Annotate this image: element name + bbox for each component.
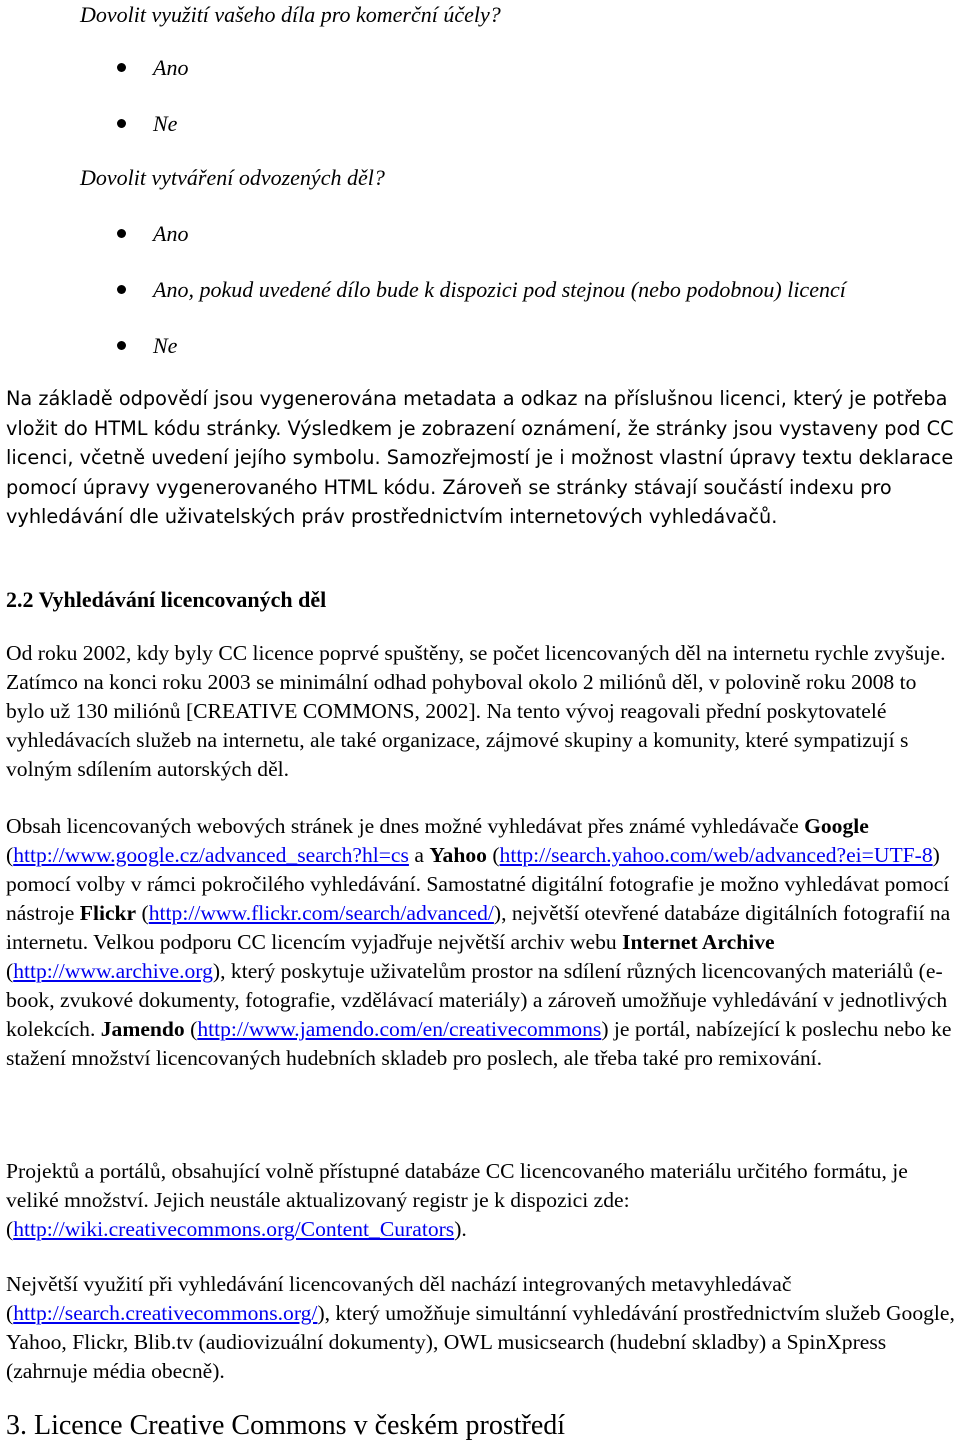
flickr-link[interactable]: http://www.flickr.com/search/advanced/	[148, 901, 494, 925]
google-label: Google	[804, 814, 869, 838]
yahoo-label: Yahoo	[429, 843, 487, 867]
chapter-heading: 3. Licence Creative Commons v českém prostředí	[6, 1410, 566, 1441]
cc-search-link[interactable]: http://search.creativecommons.org/	[13, 1301, 318, 1325]
option-label: Ano	[153, 55, 189, 80]
jamendo-link[interactable]: http://www.jamendo.com/en/creativecommons	[197, 1017, 602, 1041]
flickr-label: Flickr	[79, 901, 137, 925]
option-label: Ano, pokud uvedené dílo bude k dispozici pod stejnou (nebo podobnou) licencí	[153, 277, 846, 302]
paragraph-metadata: Na základě odpovědí jsou vygenerována metadata a odkaz na příslušnou licenci, který je potřeba vložit do HTML kódu stránky. Výsledkem je zobrazení oznámení, že stránky jsou vystaveny pod CC licenci, včetně uvedení jejího symbolu. Samozřejmostí je i možnost vlastní úpravy textu deklarace pomocí úpravy vygenerovaného HTML kódu. Zároveň se stránky stávají součástí indexu pro vyhledávání dle uživatelských práv prostřednictvím internetových vyhledávačů.	[6, 387, 954, 528]
archive-link[interactable]: http://www.archive.org	[13, 959, 213, 983]
google-link[interactable]: http://www.google.cz/advanced_search?hl=cs	[13, 843, 409, 867]
section-heading: 2.2 Vyhledávání licencovaných děl	[6, 587, 327, 612]
content-curators-link[interactable]: http://wiki.creativecommons.org/Content_Curators	[13, 1217, 455, 1241]
option-label: Ano	[153, 221, 189, 246]
question-commercial-use: Dovolit využití vašeho díla pro komerční účely?	[80, 2, 501, 27]
paragraph-projects: Projektů a portálů, obsahující volně přístupné databáze CC licencovaného materiálu určitého formátu, je veliké množství. Jejich neustále aktualizovaný registr je k dispozici zde: (http://wiki.creativecommons.org/Content_Curators).	[6, 1159, 908, 1241]
paragraph-search-engines: Obsah licencovaných webových stránek je dnes možné vyhledávat přes známé vyhledávače Google (http://www.google.cz/advanced_search?hl=cs a Yahoo (http://search.yahoo.com/web/advanced?ei=UTF-8) pomocí volby v rámci pokročilého vyhledávání. Samostatné digitální fotografie je možno vyhledávat pomocí nástroje Flickr (http://www.flickr.com/search/advanced/), největší otevřené databáze digitálních fotografií na internetu. Velkou podporu CC licencím vyjadřuje největší archiv webu Internet Archive (http://www.archive.org), který poskytuje uživatelům prostor na sdílení různých licencovaných materiálů (e-book, zvukové dokumenty, fotografie, vzdělávací materiály) a zároveň umožňuje vyhledávání v jednotlivých kolekcích. Jamendo (http://www.jamendo.com/en/creativecommons) je portál, nabízející k poslechu nebo ke stažení množství licencovaných hudebních skladeb pro poslech, ale třeba také pro remixování.	[6, 814, 952, 1070]
bullet-icon	[117, 285, 126, 294]
option-label: Ne	[153, 111, 178, 136]
bullet-icon	[117, 119, 126, 128]
bullet-icon	[117, 63, 126, 72]
question-derivative-works: Dovolit vytváření odvozených děl?	[80, 165, 385, 190]
paragraph-history: Od roku 2002, kdy byly CC licence poprvé spuštěny, se počet licencovaných děl na internetu rychle zvyšuje. Zatímco na konci roku 2003 se minimální odhad pohyboval okolo 2 miliónů děl, v polovině roku 2008 to bylo už 130 miliónů [CREATIVE COMMONS, 2002]. Na tento vývoj reagovali přední poskytovatelé vyhledávacích služeb na internetu, ale také organizace, zájmové skupiny a komunity, které sympatizují s volným sdílením autorských děl.	[6, 641, 946, 781]
jamendo-label: Jamendo	[100, 1017, 185, 1041]
paragraph-metasearch: Největší využití při vyhledávání licencovaných děl nachází integrovaných metavyhledávač (http://search.creativecommons.org/), který umožňuje simultánní vyhledávání prostřednictvím služeb Google, Yahoo, Flickr, Blib.tv (audiovizuální dokumenty), OWL musicsearch (hudební skladby) a SpinXpress (zahrnuje média obecně).	[6, 1272, 955, 1383]
option-label: Ne	[153, 333, 178, 358]
yahoo-link[interactable]: http://search.yahoo.com/web/advanced?ei=UTF-8	[499, 843, 933, 867]
archive-label: Internet Archive	[622, 930, 775, 954]
bullet-icon	[117, 229, 126, 238]
bullet-icon	[117, 341, 126, 350]
